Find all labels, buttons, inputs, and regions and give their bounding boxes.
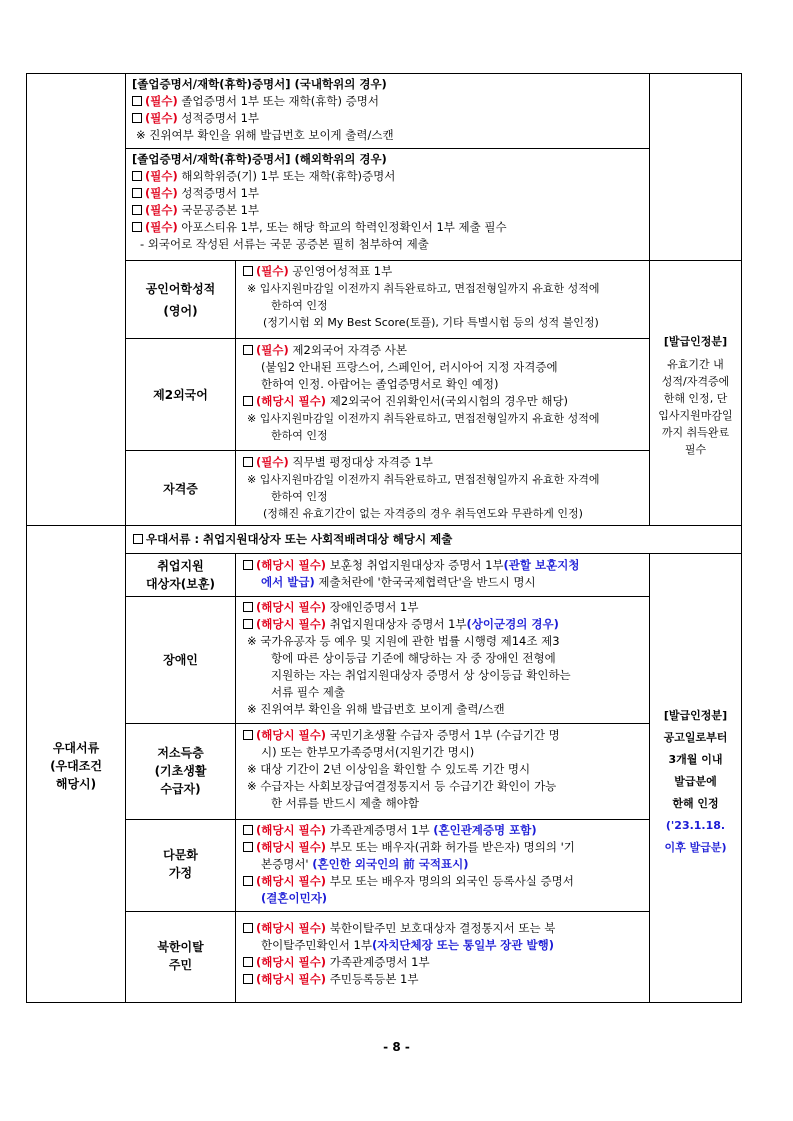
side-line: 이후 발급분) — [664, 841, 727, 854]
second-lang-sub: (붙임2 안내된 프랑스어, 스페인어, 러시아어 지정 자격증에 — [261, 360, 558, 374]
item-text: 제출처란에 '한국국제협력단'을 반드시 명시 — [314, 575, 536, 589]
checklist-item — [132, 93, 647, 110]
required-tag: (해당시 필수) — [256, 617, 327, 631]
second-lang-note: 한하여 인정 — [271, 429, 328, 442]
item-text: 성적증명서 1부 — [177, 186, 260, 200]
item-text: 해외학위증(기) 1부 또는 재학(휴학)증명서 — [177, 169, 396, 183]
checkbox-icon — [243, 345, 253, 355]
lowincome-label-line: (기초생활 — [154, 764, 207, 778]
checkbox-icon — [243, 619, 253, 629]
lang-note: ※ 입사지원마감일 이전까지 취득완료하고, 면접전형일까지 유효한 성적에 — [247, 282, 600, 295]
required-tag: (필수) — [145, 220, 178, 234]
cert-note: (정해진 유효기간이 없는 자격증의 경우 취득연도와 무관하게 인정) — [263, 507, 583, 520]
lang-note: (정기시험 외 My Best Score(토플), 기타 특별시험 등의 성적 불인정) — [263, 316, 599, 329]
foreign-note: - 외국어로 작성된 서류는 국문 공증본 필히 첨부하여 제출 — [140, 237, 429, 251]
col-divider — [649, 73, 650, 526]
checklist-item — [132, 185, 647, 202]
checklist-item — [243, 616, 647, 633]
row-divider — [125, 723, 649, 724]
disabled-note: ※ 진위여부 확인을 위해 발급번호 보이게 출력/스캔 — [247, 702, 505, 716]
item-text: 가족관계증명서 1부 — [326, 955, 430, 969]
item-text: 가족관계증명서 1부 — [326, 823, 434, 837]
required-tag: (해당시 필수) — [256, 600, 327, 614]
table-border-left — [26, 73, 27, 1003]
required-tag: (해당시 필수) — [256, 558, 327, 572]
checklist-item — [243, 920, 647, 937]
side-note-bottom — [650, 705, 741, 859]
blue-note: 에서 발급) — [261, 575, 315, 589]
checklist-item — [132, 202, 647, 219]
checklist-item — [243, 263, 647, 280]
pref-left-label — [27, 739, 125, 793]
row-divider — [125, 148, 649, 149]
lang-note: 한하여 인정 — [271, 299, 328, 312]
item-text: 주민등록등본 1부 — [326, 972, 419, 986]
checkbox-icon — [243, 842, 253, 852]
row-divider — [125, 450, 649, 451]
checkbox-icon — [243, 602, 253, 612]
checkbox-icon — [243, 974, 253, 984]
required-tag: (필수) — [256, 264, 289, 278]
item-text: 국민기초생활 수급자 증명서 1부 (수급기간 명 — [326, 728, 560, 742]
checkbox-icon — [243, 825, 253, 835]
item-text: 부모 또는 배우자 명의의 외국인 등록사실 증명서 — [326, 874, 574, 888]
row-divider — [125, 911, 649, 912]
required-tag: (필수) — [145, 111, 178, 125]
cert-label: 자격증 — [163, 482, 198, 496]
blue-note: (자치단체장 또는 통일부 장관 발행) — [371, 938, 555, 952]
lowincome-note: 한 서류를 반드시 제출 해야함 — [271, 796, 419, 810]
nk-label-line: 주민 — [168, 958, 193, 972]
nk-label — [126, 938, 235, 974]
lang-label-line: (영어) — [163, 304, 198, 318]
multicultural-label-line: 다문화 — [163, 848, 198, 862]
checkbox-icon — [132, 188, 142, 198]
item-text: 제2외국어 진위확인서(국외시험의 경우만 해당) — [326, 394, 569, 408]
veteran-label-line: 취업지원 — [157, 559, 204, 573]
checklist-item — [243, 454, 647, 471]
blue-note: (상이군경의 경우) — [466, 617, 559, 631]
page-number: - 8 - — [383, 1040, 410, 1054]
row-divider — [125, 596, 649, 597]
second-lang-note: ※ 입사지원마감일 이전까지 취득완료하고, 면접전형일까지 유효한 성적에 — [247, 412, 600, 425]
item-text: 공인영어성적표 1부 — [288, 264, 393, 278]
required-tag: (해당시 필수) — [256, 972, 327, 986]
blue-note: (혼인관계증명 포함) — [433, 823, 537, 837]
checkbox-icon — [243, 266, 253, 276]
disabled-note: ※ 국가유공자 등 예우 및 지원에 관한 법률 시행령 제14조 제3 — [247, 634, 560, 648]
veteran-label-line: 대상자(보훈) — [146, 577, 215, 591]
side-line: [발급인정분] — [663, 709, 728, 722]
cert-note: ※ 입사지원마감일 이전까지 취득완료하고, 면접전형일까지 유효한 자격에 — [247, 473, 600, 486]
disabled-note: 항에 따른 상이등급 기준에 해당하는 자 중 장애인 전형에 — [271, 651, 556, 665]
item-text: 보훈청 취업지원대상자 증명서 1부 — [326, 558, 504, 572]
second-lang-label: 제2외국어 — [153, 388, 208, 402]
table-border-bottom — [26, 1002, 742, 1003]
item-text: 부모 또는 배우자(귀화 허가를 받은자) 명의의 '기 — [326, 840, 575, 854]
blue-note: (결혼이민자) — [261, 891, 328, 905]
checklist-item — [243, 873, 647, 890]
disabled-content — [243, 599, 647, 718]
second-lang-sub: 한하여 인정. 아랍어는 졸업증명서로 확인 예정) — [261, 377, 499, 391]
item-text: 성적증명서 1부 — [177, 111, 260, 125]
item-text: 졸업증명서 1부 또는 재학(휴학) 증명서 — [177, 94, 379, 108]
pref-left-line: (우대조건 — [50, 759, 102, 773]
second-lang-content — [243, 342, 647, 444]
item-text: 북한이탈주민 보호대상자 결정통지서 또는 북 — [326, 921, 556, 935]
cert-note: 한하여 인정 — [271, 490, 328, 503]
item-text: 한이탈주민확인서 1부 — [261, 938, 372, 952]
pref-left-line: 우대서류 — [52, 741, 100, 755]
multicultural-content — [243, 822, 647, 907]
item-text: 아포스티유 1부, 또는 해당 학교의 학력인정확인서 1부 제출 필수 — [177, 220, 507, 234]
checkbox-icon — [243, 560, 253, 570]
disabled-note: 서류 필수 제출 — [271, 685, 345, 699]
checkbox-icon — [132, 113, 142, 123]
pref-banner — [133, 531, 643, 548]
disabled-label: 장애인 — [163, 653, 198, 667]
row-divider — [26, 525, 742, 526]
side-line: 한해 인정 — [672, 797, 719, 810]
lowincome-label-line: 저소득층 — [157, 746, 204, 760]
checklist-item — [243, 727, 647, 744]
checkbox-icon — [133, 534, 143, 544]
domestic-note: ※ 진위여부 확인을 위해 발급번호 보이게 출력/스캔 — [136, 128, 394, 142]
blue-note: (혼인한 외국인의 前 국적표시) — [312, 857, 469, 871]
checkbox-icon — [243, 876, 253, 886]
checkbox-icon — [243, 957, 253, 967]
blue-note: (관할 보훈지청 — [503, 558, 580, 572]
lang-label — [126, 280, 235, 320]
checkbox-icon — [132, 205, 142, 215]
checklist-item — [243, 822, 647, 839]
checkbox-icon — [243, 396, 253, 406]
row-divider — [125, 819, 649, 820]
required-tag: (필수) — [145, 169, 178, 183]
lowincome-label — [126, 744, 235, 798]
item-text: 본증명서' — [261, 857, 313, 871]
checklist-item — [243, 599, 647, 616]
table-border-right — [741, 73, 742, 1003]
required-tag: (해당시 필수) — [256, 921, 327, 935]
item-text: 시) 또는 한부모가족증명서(지원기간 명시) — [261, 745, 475, 759]
side-line: 까지 취득완료 — [661, 426, 730, 439]
checklist-item — [132, 110, 647, 127]
nk-label-line: 북한이탈 — [157, 940, 204, 954]
side-line: 성적/자격증에 — [661, 375, 730, 388]
required-tag: (필수) — [145, 203, 178, 217]
side-line: 발급분에 — [674, 775, 717, 788]
side-line: ('23.1.18. — [665, 819, 726, 832]
checkbox-icon — [243, 923, 253, 933]
checkbox-icon — [243, 730, 253, 740]
item-text: 직무별 평정대상 자격증 1부 — [288, 455, 433, 469]
required-tag: (필수) — [256, 455, 289, 469]
multicultural-label — [126, 846, 235, 882]
side-line: 유효기간 내 — [667, 358, 724, 371]
multicultural-label-line: 가정 — [168, 866, 193, 880]
checkbox-icon — [132, 222, 142, 232]
side-line: 입사지원마감일 — [658, 409, 733, 422]
required-tag: (해당시 필수) — [256, 728, 327, 742]
domestic-degree-header: [졸업증명서/재학(휴학)증명서] (국내학위의 경우) — [132, 77, 387, 91]
checklist-item — [132, 219, 647, 236]
checklist-item — [243, 954, 647, 971]
pref-left-line: 해당시) — [55, 777, 97, 791]
required-tag: (필수) — [256, 343, 289, 357]
nk-content — [243, 920, 647, 988]
veteran-label — [126, 557, 235, 593]
checklist-item — [243, 342, 647, 359]
checklist-item — [243, 557, 647, 574]
required-tag: (필수) — [145, 94, 178, 108]
lowincome-label-line: 수급자) — [160, 782, 201, 796]
item-text: 국문공증본 1부 — [177, 203, 260, 217]
checklist-item — [243, 839, 647, 856]
disabled-note: 지원하는 자는 취업지원대상자 증명서 상 상이등급 확인하는 — [271, 668, 571, 682]
veteran-content — [243, 557, 647, 591]
side-note-top — [650, 333, 741, 458]
required-tag: (해당시 필수) — [256, 874, 327, 888]
side-title: [발급인정분] — [663, 335, 728, 348]
side-line: 3개월 이내 — [668, 753, 723, 766]
pref-banner-text: 우대서류 : 취업지원대상자 또는 사회적배려대상 해당시 제출 — [146, 532, 453, 546]
checklist-item — [243, 393, 647, 410]
item-text: 제2외국어 자격증 사본 — [288, 343, 407, 357]
side-line: 공고일로부터 — [663, 731, 728, 744]
item-text: 취업지원대상자 증명서 1부 — [326, 617, 467, 631]
col-divider — [235, 260, 236, 526]
lowincome-content — [243, 727, 647, 812]
side-line: 필수 — [684, 443, 707, 456]
required-tag: (해당시 필수) — [256, 394, 327, 408]
checkbox-icon — [132, 96, 142, 106]
required-tag: (해당시 필수) — [256, 823, 327, 837]
domestic-degree-section — [132, 76, 647, 144]
cert-content — [243, 454, 647, 522]
foreign-degree-section — [132, 151, 647, 253]
table-border-top — [26, 73, 742, 74]
checklist-item — [132, 168, 647, 185]
lang-label-line: 공인어학성적 — [145, 282, 216, 296]
foreign-degree-header: [졸업증명서/재학(휴학)증명서] (해외학위의 경우) — [132, 152, 387, 166]
col-divider — [235, 553, 236, 1003]
item-text: 장애인증명서 1부 — [326, 600, 419, 614]
required-tag: (필수) — [145, 186, 178, 200]
required-tag: (해당시 필수) — [256, 840, 327, 854]
row-divider — [125, 338, 649, 339]
lowincome-note: ※ 대상 기간이 2년 이상임을 확인할 수 있도록 기간 명시 — [247, 762, 531, 776]
checkbox-icon — [243, 457, 253, 467]
lang-content — [243, 263, 647, 331]
lowincome-note: ※ 수급자는 사회보장급여결정통지서 등 수급기간 확인이 가능 — [247, 779, 557, 793]
required-tag: (해당시 필수) — [256, 955, 327, 969]
side-line: 한해 인정, 단 — [663, 392, 728, 405]
checkbox-icon — [132, 171, 142, 181]
checklist-item — [243, 971, 647, 988]
